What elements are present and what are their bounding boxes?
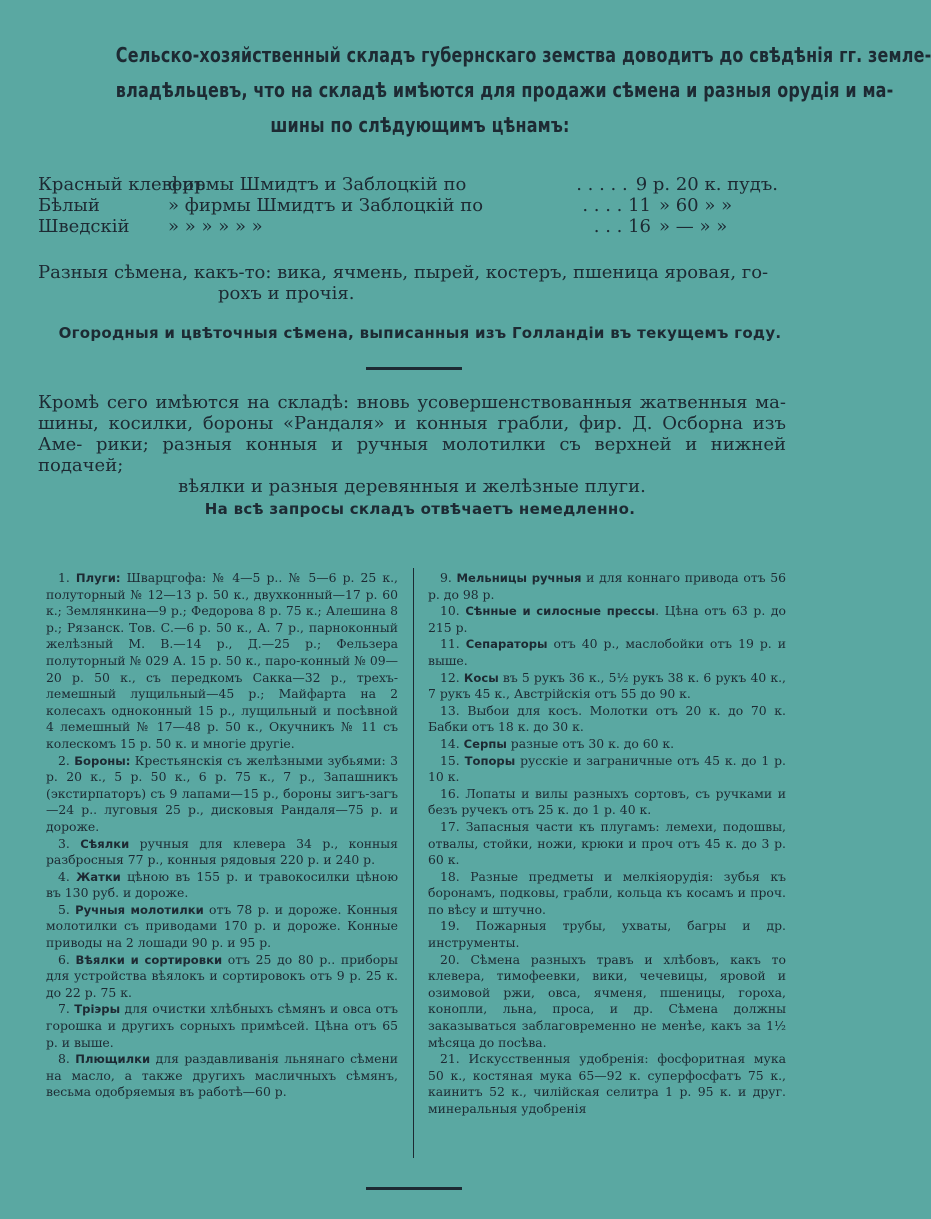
price-item [428, 869, 786, 919]
item-number: 17. [440, 818, 466, 834]
item-text: Выбои для косъ. Молотки отъ 20 к. до 70 к. Бабки отъ 18 к. до 30 к. [428, 702, 786, 735]
item-text: Крестьянскія съ желѣзными зубьями: 3 р. 20 к., 5 р. 50 к., 6 р. 75 к., 7 р., Запашникъ (экстирпаторъ) съ 9 лапами—15 р., бороны зигъ-загъ—24 р.. луговыя 25 р., дисковыя Рандаля—75 р. и дороже. [46, 752, 398, 834]
item-label: Бороны: [74, 753, 131, 768]
item-label: Серпы [463, 736, 507, 751]
item-number: 16. [440, 785, 466, 801]
price-value: » 60 » » [659, 195, 733, 216]
headline-line: шины по слѣдующимъ цѣнамъ: [270, 113, 570, 137]
item-number: 14. [440, 735, 464, 751]
price-item [428, 753, 786, 786]
price-item [46, 869, 398, 902]
item-number: 11. [440, 636, 466, 652]
item-text: въ 5 рукъ 36 к., 5½ рукъ 38 к. 6 рукъ 40 к., 7 рукъ 45 к., Австрійскія отъ 55 до 90 к. [428, 669, 786, 702]
item-text: отъ 78 р. и дороже. Конныя молотилки съ приводами 170 р. и дороже. Конные приводы на 2 лошади 90 р. и 95 р. [46, 901, 398, 951]
price-firm: » » » » » » [168, 216, 263, 237]
item-text: для раздавливанія льнянаго сѣмени на масло, а также другихъ масличныхъ сѣмянъ, весьма одобряемыя въ работѣ—60 р. [46, 1051, 398, 1100]
item-label: Сепараторы [465, 637, 548, 652]
divider-rule [366, 367, 462, 370]
item-number: 15. [440, 752, 465, 768]
item-label: Косы [463, 670, 499, 685]
price-item [428, 1051, 786, 1117]
price-name: Бѣлый [38, 195, 100, 216]
item-text: русскіе и заграничные отъ 45 к. до 1 р. 10 к. [428, 752, 786, 785]
item-label: Жатки [76, 869, 121, 884]
price-dots: . . . . 11 [582, 195, 651, 216]
item-text: . Цѣна отъ 63 р. до 215 р. [428, 603, 786, 635]
item-text: Шварцгофа: № 4—5 р.. № 5—6 р. 25 к., полуторный № 12—13 р. 50 к., двухконный—17 р. 60 к.; Землянкина—9 р.; Федорова 8 р. 75 к.; Алешина 8 р.; Рязанск. Тов. С.—6 р. 50 к., А. 7 р., парноконный желѣзный М. В.—14 р., Д.—25 р.; Фельзера полуторный № 029 А. 15 р. 50 к., паро-конный № 09—20 р. 50 к., съ передкомъ Сакка—32 р., трехъ-лемешный лущильный—45 р.; Майфарта на 2 колесахъ одноконный 15 р., лущильный и посѣвной 4 лемешный № 17—48 р. 50 к., Окучникъ № 11 съ колескомъ 15 р. 50 к. и многіе другіе. [46, 570, 398, 751]
equipment-last-line: вѣялки и разныя деревянныя и желѣзные плуги. [178, 476, 646, 497]
item-label: Плющилки [75, 1052, 151, 1067]
equipment-paragraph [38, 392, 786, 497]
headline-line: Сельско-хозяйственный складъ губернскаго земства доводитъ до свѣдѣнія гг. земле- [115, 43, 931, 67]
item-text: Сѣмена разныхъ травъ и хлѣбовъ, какъ то клевера, тимофеевки, вики, чечевицы, яровой и озимовой ржи, овса, ячменя, пшеницы, гороха, конопли, льна, проса, и др. Сѣмена должны заказываться заблаговременно не менѣе, какъ за 1½ мѣсяца до посѣва. [428, 951, 786, 1050]
price-item [46, 952, 398, 1002]
item-text: Искусственныя удобренія: фосфоритная мука 50 к., костяная мука 65—92 к. суперфосфатъ 75 к., каинитъ 52 к., чилійская селитра 1 р. 95 к. и друг. минеральныя удобренія [428, 1051, 786, 1116]
seeds-line: рохъ и прочія. [218, 283, 355, 304]
item-label: Топоры [464, 753, 516, 768]
item-text: Лопаты и вилы разныхъ сортовъ, съ ручками и безъ ручекъ отъ 25 к. до 1 р. 40 к. [428, 785, 786, 818]
item-text: для очистки хлѣбныхъ сѣмянъ и овса отъ горошка и другихъ сорныхъ примѣсей. Цѣна отъ 65 р. и выше. [46, 1001, 398, 1050]
headline [115, 38, 931, 143]
price-item [46, 753, 398, 836]
item-text: отъ 40 р., маслобойки отъ 19 р. и выше. [428, 636, 786, 668]
price-item [428, 703, 786, 736]
price-row [38, 216, 778, 237]
seeds-line: Разныя сѣмена, какъ-то: вика, ячмень, пырей, костеръ, пшеница яровая, го- [38, 262, 769, 283]
item-label: Тріэры [74, 1002, 121, 1017]
item-number: 5. [58, 901, 76, 917]
item-number: 12. [440, 669, 464, 685]
item-number: 7. [58, 1001, 75, 1017]
item-label: Вѣялки и сортировки [75, 952, 223, 967]
price-name: Шведскій [38, 216, 130, 237]
item-number: 13. [440, 702, 468, 718]
reply-notice: На всѣ запросы складъ отвѣчаетъ немедленно. [204, 500, 636, 518]
left-column [46, 570, 398, 1101]
holland-seeds-heading: Огородныя и цвѣточныя сѣмена, выписанныя изъ Голландіи въ текущемъ году. [58, 324, 782, 342]
item-number: 3. [58, 835, 81, 851]
item-number: 20. [440, 951, 471, 967]
right-column [428, 570, 786, 1118]
item-text: и для коннаго привода отъ 56 р. до 98 р. [428, 570, 786, 602]
price-item [428, 819, 786, 869]
divider-rule [366, 1187, 462, 1190]
price-item [46, 570, 398, 753]
item-label: Сѣялки [80, 836, 130, 851]
price-value: 9 р. 20 к. пудъ. [635, 174, 778, 195]
item-number: 2. [58, 752, 75, 768]
item-number: 4. [58, 868, 77, 884]
price-item [46, 836, 398, 869]
seeds-paragraph [38, 262, 778, 304]
price-item [428, 603, 786, 636]
price-row [38, 174, 778, 195]
price-item [428, 570, 786, 603]
price-item [46, 1051, 398, 1101]
item-number: 18. [440, 868, 471, 884]
column-divider [413, 568, 414, 1158]
price-item [428, 786, 786, 819]
price-firm: фирмы Шмидтъ и Заблоцкій по [168, 174, 467, 195]
price-list [38, 174, 778, 237]
price-item [428, 636, 786, 669]
item-number: 6. [58, 951, 76, 967]
price-row [38, 195, 778, 216]
price-item [428, 918, 786, 951]
item-text: ручныя для клевера 34 р., конныя разбросныя 77 р., конныя рядовыя 220 р. и 240 р. [46, 835, 398, 868]
item-number: 8. [58, 1051, 76, 1067]
item-label: Плуги: [75, 571, 121, 585]
price-firm: » фирмы Шмидтъ и Заблоцкій по [168, 195, 484, 216]
item-text: Пожарныя трубы, ухваты, багры и др. инструменты. [428, 918, 786, 951]
item-number: 21. [440, 1051, 469, 1067]
price-item [46, 1001, 398, 1051]
price-dots: . . . . . [576, 174, 628, 195]
item-text: Запасныя части къ плугамъ: лемехи, подошвы, отвалы, стойки, ножи, крюки и проч отъ 45 к. до 3 р. 60 к. [428, 818, 786, 868]
headline-line: владѣльцевъ, что на складѣ имѣются для продажи сѣмена и разныя орудія и ма- [115, 78, 894, 102]
item-number: 1. [58, 570, 76, 585]
price-item [46, 902, 398, 952]
price-item [428, 670, 786, 703]
price-dots: . . . 16 [593, 216, 651, 237]
price-name: Красный клеверъ [38, 174, 206, 195]
item-text: разные отъ 30 к. до 60 к. [506, 735, 675, 751]
item-label: Мельницы ручныя [456, 571, 582, 585]
equipment-text: Кромѣ сего имѣются на складѣ: вновь усовершенствованныя жатвенныя ма- шины, косилки, бороны «Рандаля» и конныя грабли, фир. Д. Осборна изъ Аме- рики; разныя конныя и ручныя молотилки съ верхней и нижней подачей; [38, 392, 786, 476]
item-number: 10. [440, 603, 466, 619]
item-label: Сѣнные и силосные прессы [465, 604, 656, 619]
item-number: 19. [440, 918, 476, 934]
item-label: Ручныя молотилки [75, 902, 204, 917]
price-item [428, 952, 786, 1052]
item-text: цѣною въ 155 р. и травокосилки цѣною въ 130 руб. и дороже. [46, 868, 398, 901]
item-text: Разные предметы и мелкіяорудія: зубья къ боронамъ, подковы, грабли, кольца къ косамъ и проч. по вѣсу и штучно. [428, 868, 786, 917]
item-text: отъ 25 до 80 р.. приборы для устройства вѣялокъ и сортировокъ отъ 9 р. 25 к. до 22 р. 75 к. [46, 951, 398, 1000]
price-value: » — » » [659, 216, 728, 237]
item-number: 9. [440, 570, 457, 585]
price-item [428, 736, 786, 753]
